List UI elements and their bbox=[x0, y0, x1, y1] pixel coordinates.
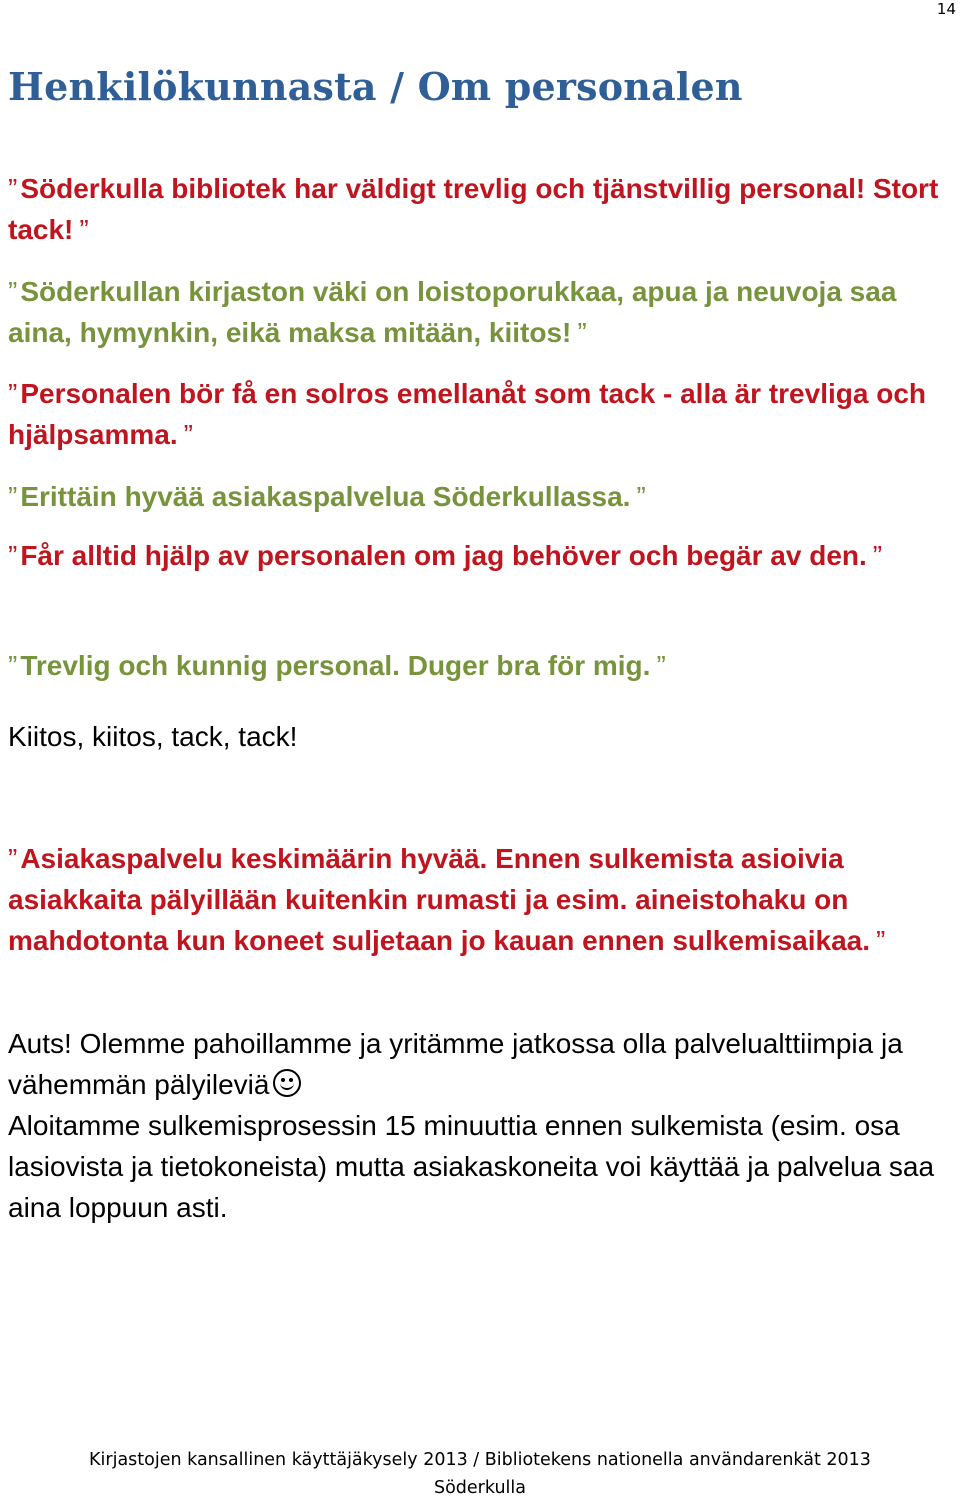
page-footer bbox=[0, 1446, 960, 1502]
comment-6: ” Trevlig och kunnig personal. Duger bra för mig. ” bbox=[8, 645, 948, 686]
reply-closing-apology: Auts! Olemme pahoillamme ja yritämme jatkossa olla palvelualttiimpia ja vähemmän pälyileviä bbox=[8, 1028, 903, 1100]
page-title: Henkilökunnasta / Om personalen bbox=[8, 64, 743, 109]
comment-5: ” Får alltid hjälp av personalen om jag behöver och begär av den. ” bbox=[8, 537, 948, 574]
smiley-face-icon bbox=[273, 1069, 301, 1097]
footer-library-name: Söderkulla bbox=[433, 1478, 527, 1498]
comment-2: ” Söderkullan kirjaston väki on loistoporukkaa, apua ja neuvoja saa aina, hymynkin, eikä maksa mitään, kiitos! ” bbox=[8, 271, 948, 353]
page-number: 14 bbox=[936, 0, 956, 18]
comment-3: ” Personalen bör få en solros emellanåt som tack - alla är trevliga och hjälpsamma. ” bbox=[8, 373, 948, 455]
reply-closing-details: Aloitamme sulkemisprosessin 15 minuuttia ennen sulkemista (esim. osa lasiovista ja tietokoneista) mutta asiakaskoneita voi käyttää ja palvelua saa aina loppuun asti. bbox=[8, 1110, 935, 1223]
reply-thanks: Kiitos, kiitos, tack, tack! bbox=[8, 721, 298, 752]
reply-closing bbox=[8, 1023, 948, 1228]
footer-survey-title: Kirjastojen kansallinen käyttäjäkysely 2013 / Bibliotekens nationella användarenkät 2013 bbox=[89, 1450, 871, 1470]
comment-7: ” Asiakaspalvelu keskimäärin hyvää. Ennen sulkemista asioivia asiakkaita pälyillään kuitenkin rumasti ja esim. aineistohaku on mahdotonta kun koneet suljetaan jo kauan ennen sulkemisaikaa. ” bbox=[8, 838, 948, 961]
comment-4: ” Erittäin hyvää asiakaspalvelua Söderkullassa. ” bbox=[8, 476, 948, 517]
comment-1: ” Söderkulla bibliotek har väldigt trevlig och tjänstvillig personal! Stort tack! ” bbox=[8, 168, 948, 250]
